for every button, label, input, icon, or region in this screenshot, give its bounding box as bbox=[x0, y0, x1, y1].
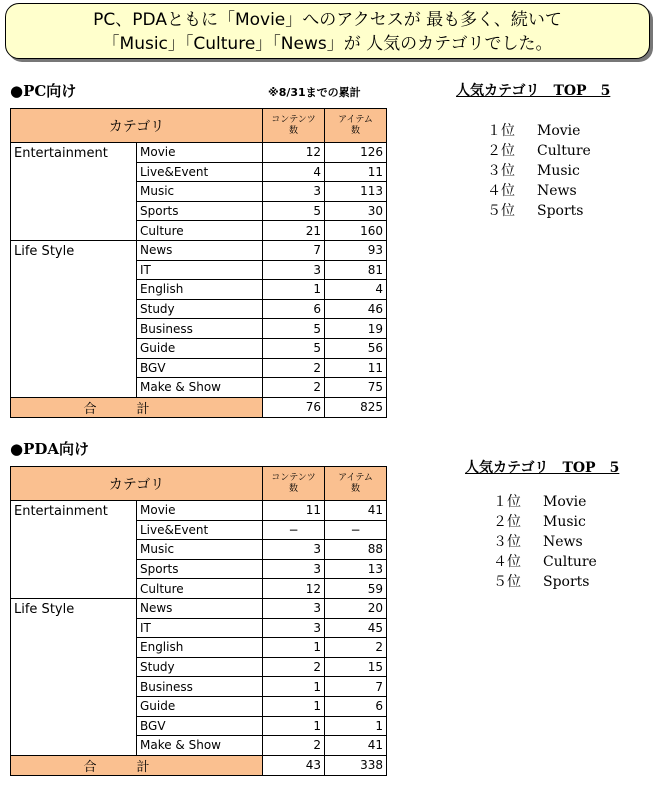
subcategory-cell: Music bbox=[137, 182, 263, 202]
items-count-cell: 11 bbox=[325, 358, 387, 378]
header-items-count: アイテム 数 bbox=[325, 467, 387, 501]
subcategory-cell: Sports bbox=[137, 201, 263, 221]
contents-count-cell: 3 bbox=[263, 540, 325, 560]
contents-count-cell: 1 bbox=[263, 638, 325, 658]
pda-category-table bbox=[10, 466, 387, 776]
subcategory-cell: Sports bbox=[137, 559, 263, 579]
rank-category: Culture bbox=[543, 554, 597, 570]
table-row bbox=[11, 143, 387, 163]
subcategory-cell: Movie bbox=[137, 501, 263, 521]
subcategory-cell: IT bbox=[137, 618, 263, 638]
rank-item bbox=[487, 201, 591, 221]
items-count-cell: 81 bbox=[325, 260, 387, 280]
rank-item bbox=[493, 492, 597, 512]
contents-count-cell: 3 bbox=[263, 618, 325, 638]
items-count-cell: − bbox=[325, 520, 387, 540]
rank-item bbox=[493, 512, 597, 532]
cumulative-note: ※8/31までの累計 bbox=[268, 86, 361, 99]
pda-top5-title: 人気カテゴリ TOP 5 bbox=[465, 460, 620, 476]
total-label: 合計 bbox=[11, 755, 263, 775]
rank-category: Music bbox=[537, 163, 580, 179]
subcategory-cell: Live&Event bbox=[137, 162, 263, 182]
contents-count-cell: 2 bbox=[263, 736, 325, 756]
items-count-cell: 88 bbox=[325, 540, 387, 560]
subcategory-cell: News bbox=[137, 240, 263, 260]
items-count-cell: 2 bbox=[325, 638, 387, 658]
contents-count-cell: 5 bbox=[263, 201, 325, 221]
contents-count-cell: 3 bbox=[263, 182, 325, 202]
items-count-cell: 20 bbox=[325, 598, 387, 618]
subcategory-cell: Live&Event bbox=[137, 520, 263, 540]
rank-category: Music bbox=[543, 514, 586, 530]
pc-top5-title: 人気カテゴリ TOP 5 bbox=[456, 83, 611, 99]
items-count-cell: 93 bbox=[325, 240, 387, 260]
pda-top5-list bbox=[493, 492, 597, 592]
contents-count-cell: 1 bbox=[263, 696, 325, 716]
items-count-cell: 41 bbox=[325, 736, 387, 756]
rank-item bbox=[493, 572, 597, 592]
items-count-cell: 7 bbox=[325, 677, 387, 697]
summary-line-1: PC、PDAともに「Movie」へのアクセスが 最も多く、続いて bbox=[93, 10, 562, 30]
subcategory-cell: Study bbox=[137, 657, 263, 677]
items-count-cell: 59 bbox=[325, 579, 387, 599]
contents-count-cell: 5 bbox=[263, 338, 325, 358]
table-row bbox=[11, 501, 387, 521]
contents-count-cell: 6 bbox=[263, 299, 325, 319]
pc-section-title: ●PC向け bbox=[10, 82, 77, 100]
contents-count-cell: 7 bbox=[263, 240, 325, 260]
rank-item bbox=[493, 552, 597, 572]
subcategory-cell: BGV bbox=[137, 358, 263, 378]
pc-top5-list bbox=[487, 121, 591, 221]
items-count-cell: 126 bbox=[325, 143, 387, 163]
subcategory-cell: Guide bbox=[137, 696, 263, 716]
items-count-cell: 46 bbox=[325, 299, 387, 319]
rank-number: ４位 bbox=[493, 554, 521, 570]
rank-number: ５位 bbox=[493, 574, 521, 590]
subcategory-cell: Culture bbox=[137, 579, 263, 599]
items-count-cell: 75 bbox=[325, 378, 387, 398]
subcategory-cell: BGV bbox=[137, 716, 263, 736]
rank-category: Sports bbox=[543, 574, 590, 590]
summary-banner bbox=[5, 3, 650, 59]
items-count-cell: 6 bbox=[325, 696, 387, 716]
subcategory-cell: Movie bbox=[137, 143, 263, 163]
contents-count-cell: 3 bbox=[263, 260, 325, 280]
rank-item bbox=[487, 181, 591, 201]
table-header-row bbox=[11, 109, 387, 143]
subcategory-cell: Culture bbox=[137, 221, 263, 241]
contents-count-cell: 21 bbox=[263, 221, 325, 241]
subcategory-cell: Study bbox=[137, 299, 263, 319]
total-label: 合計 bbox=[11, 397, 263, 417]
header-contents-count: コンテンツ 数 bbox=[263, 109, 325, 143]
table-header-row bbox=[11, 467, 387, 501]
subcategory-cell: Guide bbox=[137, 338, 263, 358]
header-contents-count: コンテンツ 数 bbox=[263, 467, 325, 501]
contents-count-cell: 12 bbox=[263, 143, 325, 163]
total-row bbox=[11, 755, 387, 775]
total-items-count: 338 bbox=[325, 755, 387, 775]
items-count-cell: 160 bbox=[325, 221, 387, 241]
contents-count-cell: 1 bbox=[263, 677, 325, 697]
contents-count-cell: 2 bbox=[263, 358, 325, 378]
rank-item bbox=[493, 532, 597, 552]
rank-category: News bbox=[543, 534, 583, 550]
rank-item bbox=[487, 161, 591, 181]
items-count-cell: 30 bbox=[325, 201, 387, 221]
contents-count-cell: 1 bbox=[263, 280, 325, 300]
rank-category: Movie bbox=[537, 123, 581, 139]
items-count-cell: 11 bbox=[325, 162, 387, 182]
rank-category: Culture bbox=[537, 143, 591, 159]
rank-item bbox=[487, 141, 591, 161]
pc-category-table bbox=[10, 108, 387, 418]
rank-number: ２位 bbox=[487, 143, 515, 159]
summary-line-2: 「Music」「Culture」「News」が 人気のカテゴリでした。 bbox=[102, 34, 553, 54]
items-count-cell: 13 bbox=[325, 559, 387, 579]
total-items-count: 825 bbox=[325, 397, 387, 417]
subcategory-cell: Business bbox=[137, 319, 263, 339]
total-contents-count: 43 bbox=[263, 755, 325, 775]
group-name: Entertainment bbox=[11, 501, 137, 599]
items-count-cell: 19 bbox=[325, 319, 387, 339]
header-items-count: アイテム 数 bbox=[325, 109, 387, 143]
subcategory-cell: English bbox=[137, 638, 263, 658]
contents-count-cell: 5 bbox=[263, 319, 325, 339]
contents-count-cell: 1 bbox=[263, 716, 325, 736]
contents-count-cell: − bbox=[263, 520, 325, 540]
rank-number: １位 bbox=[493, 494, 521, 510]
rank-item bbox=[487, 121, 591, 141]
rank-number: ３位 bbox=[493, 534, 521, 550]
contents-count-cell: 12 bbox=[263, 579, 325, 599]
items-count-cell: 56 bbox=[325, 338, 387, 358]
subcategory-cell: IT bbox=[137, 260, 263, 280]
subcategory-cell: English bbox=[137, 280, 263, 300]
contents-count-cell: 2 bbox=[263, 657, 325, 677]
contents-count-cell: 3 bbox=[263, 559, 325, 579]
contents-count-cell: 2 bbox=[263, 378, 325, 398]
rank-number: ３位 bbox=[487, 163, 515, 179]
contents-count-cell: 11 bbox=[263, 501, 325, 521]
rank-number: ２位 bbox=[493, 514, 521, 530]
rank-number: ５位 bbox=[487, 203, 515, 219]
subcategory-cell: News bbox=[137, 598, 263, 618]
group-name: Life Style bbox=[11, 240, 137, 397]
rank-number: ４位 bbox=[487, 183, 515, 199]
subcategory-cell: Music bbox=[137, 540, 263, 560]
rank-number: １位 bbox=[487, 123, 515, 139]
contents-count-cell: 3 bbox=[263, 598, 325, 618]
contents-count-cell: 4 bbox=[263, 162, 325, 182]
rank-category: Sports bbox=[537, 203, 584, 219]
table-row bbox=[11, 240, 387, 260]
subcategory-cell: Make & Show bbox=[137, 736, 263, 756]
group-name: Life Style bbox=[11, 598, 137, 755]
rank-category: News bbox=[537, 183, 577, 199]
rank-category: Movie bbox=[543, 494, 587, 510]
items-count-cell: 113 bbox=[325, 182, 387, 202]
items-count-cell: 45 bbox=[325, 618, 387, 638]
total-contents-count: 76 bbox=[263, 397, 325, 417]
items-count-cell: 41 bbox=[325, 501, 387, 521]
subcategory-cell: Business bbox=[137, 677, 263, 697]
items-count-cell: 15 bbox=[325, 657, 387, 677]
items-count-cell: 1 bbox=[325, 716, 387, 736]
subcategory-cell: Make & Show bbox=[137, 378, 263, 398]
header-category: カテゴリ bbox=[11, 467, 263, 501]
header-category: カテゴリ bbox=[11, 109, 263, 143]
table-row bbox=[11, 598, 387, 618]
pda-section-title: ●PDA向け bbox=[10, 440, 90, 458]
group-name: Entertainment bbox=[11, 143, 137, 241]
total-row bbox=[11, 397, 387, 417]
items-count-cell: 4 bbox=[325, 280, 387, 300]
